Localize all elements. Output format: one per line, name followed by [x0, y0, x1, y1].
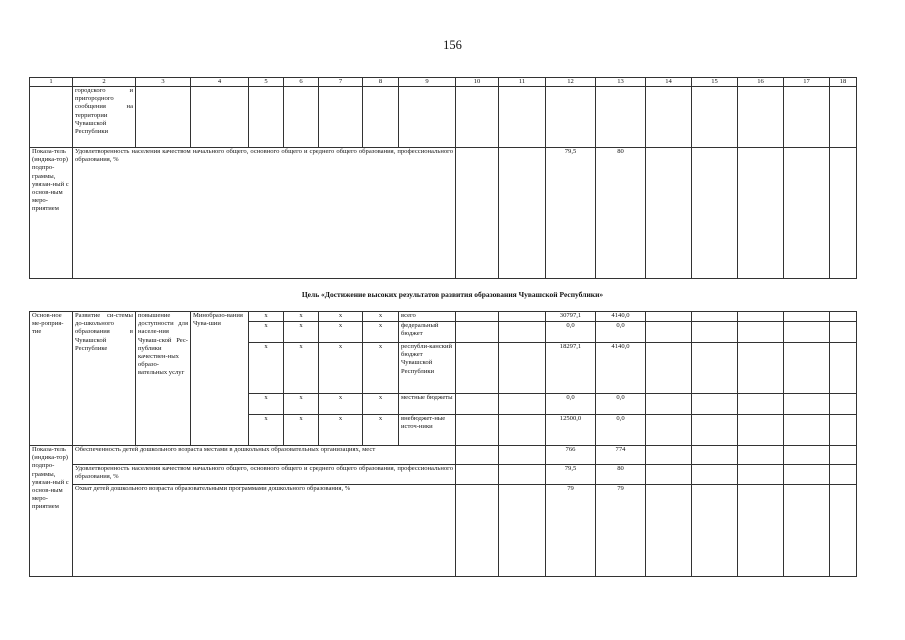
x-mark: x — [284, 394, 319, 415]
x-mark: x — [249, 394, 284, 415]
indicator-value: 79 — [546, 485, 596, 577]
funding-value: 4140,0 — [596, 312, 646, 322]
column-number: 17 — [784, 78, 830, 87]
table-row — [30, 312, 857, 322]
program-table-top — [29, 77, 857, 279]
column-number: 18 — [830, 78, 857, 87]
column-number: 16 — [738, 78, 784, 87]
column-number: 1 — [30, 78, 73, 87]
x-mark: x — [363, 415, 399, 446]
x-mark: x — [249, 415, 284, 446]
funding-value: 0,0 — [596, 322, 646, 343]
column-number: 9 — [399, 78, 456, 87]
table-row — [30, 148, 857, 279]
x-mark: x — [284, 322, 319, 343]
funding-source: всего — [399, 312, 456, 322]
column-number: 3 — [136, 78, 191, 87]
x-mark: x — [363, 312, 399, 322]
funding-value: 12500,0 — [546, 415, 596, 446]
indicator-label: Показа-тель (индика-тор) подпро-граммы, увязан-ный с основ-ным меро-приятием — [30, 446, 73, 577]
funding-source: республи-канский бюджет Чувашской Республики — [399, 343, 456, 394]
funding-value: 4140,0 — [596, 343, 646, 394]
x-mark: x — [249, 312, 284, 322]
funding-source: внебюджет-ные источ-ники — [399, 415, 456, 446]
funding-value: 0,0 — [596, 415, 646, 446]
x-mark: x — [249, 322, 284, 343]
column-number: 15 — [692, 78, 738, 87]
event-name: Развитие си-стемы до-школьного образования в Чувашской Республике — [73, 312, 136, 446]
funding-value: 30797,1 — [546, 312, 596, 322]
x-mark: x — [319, 394, 363, 415]
continuation-text: городского и пригородного сообщения на территории Чувашской Республики — [73, 87, 136, 148]
funding-value: 0,0 — [546, 394, 596, 415]
indicator-label: Показа-тель (индика-тор) подпро-граммы, увязан-ный с основ-ным меро-приятием — [30, 148, 73, 279]
x-mark: x — [319, 312, 363, 322]
column-number: 8 — [363, 78, 399, 87]
column-number: 14 — [646, 78, 692, 87]
indicator-text: Охват детей дошкольного возраста образовательными программами дошкольного образования, % — [73, 485, 456, 577]
indicator-value: 80 — [596, 465, 646, 485]
event-type: Основ-ное ме-роприя-тие — [30, 312, 73, 446]
table-row — [30, 465, 857, 485]
funding-value: 0,0 — [596, 394, 646, 415]
funding-source: федеральный бюджет — [399, 322, 456, 343]
x-mark: x — [319, 343, 363, 394]
indicator-text: Удовлетворенность населения качеством начального общего, основного общего и среднего общего образования, профессионального образования, % — [73, 148, 456, 279]
indicator-value: 79,5 — [546, 148, 596, 279]
funding-source: местные бюджеты — [399, 394, 456, 415]
event-executor: Минобразо-вания Чува-шии — [191, 312, 249, 446]
program-table-bottom — [29, 311, 857, 577]
table-row — [30, 87, 857, 148]
x-mark: x — [319, 415, 363, 446]
page-number: 156 — [443, 38, 462, 52]
x-mark: x — [319, 322, 363, 343]
funding-value: 0,0 — [546, 322, 596, 343]
x-mark: x — [284, 312, 319, 322]
funding-value: 18297,1 — [546, 343, 596, 394]
column-number: 4 — [191, 78, 249, 87]
column-number-row — [30, 78, 857, 87]
column-number: 7 — [319, 78, 363, 87]
indicator-value: 79,5 — [546, 465, 596, 485]
column-number: 6 — [284, 78, 319, 87]
indicator-text: Обеспеченность детей дошкольного возраста местами в дошкольных образовательных организациях, мест — [73, 446, 456, 465]
x-mark: x — [363, 343, 399, 394]
column-number: 12 — [546, 78, 596, 87]
column-number: 11 — [499, 78, 546, 87]
indicator-value: 774 — [596, 446, 646, 465]
goal-title: Цель «Достижение высоких результатов развития образования Чувашской Республики» — [301, 290, 604, 299]
x-mark: x — [363, 394, 399, 415]
column-number: 10 — [456, 78, 499, 87]
x-mark: x — [284, 343, 319, 394]
indicator-text: Удовлетворенность населения качеством начального общего, основного общего и среднего общего образования, профессионального образования, % — [73, 465, 456, 485]
table-row — [30, 446, 857, 465]
column-number: 2 — [73, 78, 136, 87]
indicator-value: 79 — [596, 485, 646, 577]
x-mark: x — [284, 415, 319, 446]
column-number: 5 — [249, 78, 284, 87]
indicator-value: 80 — [596, 148, 646, 279]
x-mark: x — [363, 322, 399, 343]
column-number: 13 — [596, 78, 646, 87]
indicator-value: 766 — [546, 446, 596, 465]
event-goal: повышение доступности для населе-ния Чуваш-ской Рес-публики качествен-ных образо-вательных услуг — [136, 312, 191, 446]
table-row — [30, 485, 857, 577]
x-mark: x — [249, 343, 284, 394]
